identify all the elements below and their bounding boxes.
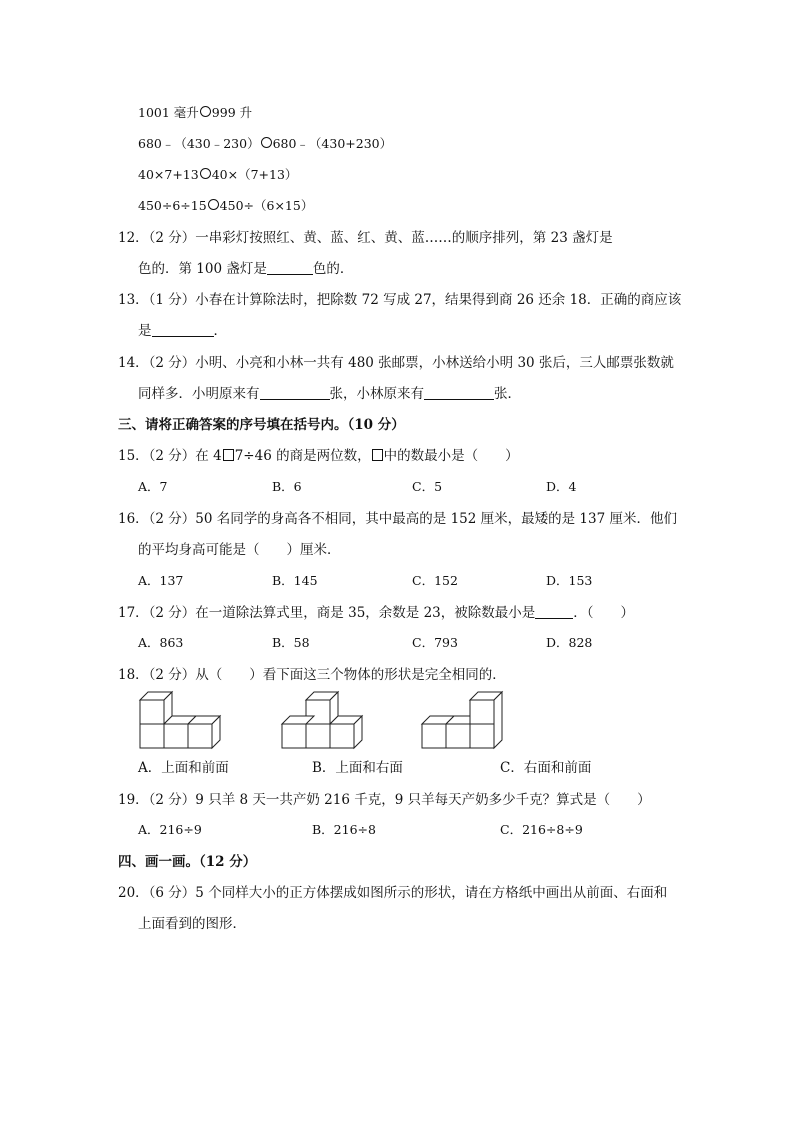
q17-stem xyxy=(118,604,634,622)
q17-option-a[interactable]: A．863 xyxy=(138,635,184,650)
q15-option-c[interactable]: C．5 xyxy=(412,479,443,494)
q14-blank-2[interactable] xyxy=(424,385,494,400)
compare-item-2 xyxy=(138,135,392,153)
q15-text-a: 15．（2 分）在 4 xyxy=(118,448,222,464)
q16-option-d[interactable]: D．153 xyxy=(546,573,593,588)
q19-option-a[interactable]: A．216÷9 xyxy=(138,822,202,837)
answer-circle[interactable] xyxy=(200,106,211,117)
q13-line1: 13．（1 分）小春在计算除法时，把除数 72 写成 27，结果得到商 26 还余 18．正确的商应该 xyxy=(118,292,682,308)
q14-blank-1[interactable] xyxy=(260,385,330,400)
q17-option-d[interactable]: D．828 xyxy=(546,635,593,650)
answer-circle[interactable] xyxy=(208,199,219,210)
compare-2-right: 680﹣（430+230） xyxy=(272,136,393,151)
q14-line1: 14．（2 分）小明、小亮和小林一共有 480 张邮票，小林送给小明 30 张后，三人邮票张数就 xyxy=(118,355,674,371)
compare-3-left: 40×7+13 xyxy=(138,167,199,182)
box-placeholder xyxy=(372,449,383,461)
q15-option-a[interactable]: A．7 xyxy=(138,479,168,494)
compare-1-right: 999 升 xyxy=(211,105,253,120)
compare-2-left: 680﹣（430﹣230） xyxy=(138,136,260,151)
q17-option-b[interactable]: B．58 xyxy=(272,635,310,650)
q18-option-c[interactable]: C．右面和前面 xyxy=(500,760,592,776)
q15-text-c: 中的数最小是（ ） xyxy=(383,448,519,464)
answer-circle[interactable] xyxy=(200,168,211,179)
q13-text-b: ． xyxy=(213,323,227,339)
q18-option-a[interactable]: A．上面和前面 xyxy=(138,760,229,776)
q14-text-a: 同样多．小明原来有 xyxy=(138,386,260,402)
section-3-title: 三、请将正确答案的序号填在括号内。（10 分） xyxy=(118,417,405,433)
compare-1-left: 1001 毫升 xyxy=(138,105,199,120)
q19-stem: 19．（2 分）9 只羊 8 天一共产奶 216 千克，9 只羊每天产奶多少千克？算式是（ ） xyxy=(118,792,651,808)
compare-4-left: 450÷6÷15 xyxy=(138,198,207,213)
cube-figure-1 xyxy=(136,688,228,752)
q15-option-b[interactable]: B．6 xyxy=(272,479,302,494)
q12-line1: 12．（2 分）一串彩灯按照红、黄、蓝、红、黄、蓝……的顺序排列，第 23 盏灯是 xyxy=(118,230,613,246)
q16-option-c[interactable]: C．152 xyxy=(412,573,458,588)
q20-line1: 20．（6 分）5 个同样大小的正方体摆成如图所示的形状，请在方格纸中画出从前面、右面和 xyxy=(118,885,668,901)
q15-stem xyxy=(118,447,519,465)
cube-figure-3 xyxy=(418,688,510,752)
q15-text-b: 7÷46 的商是两位数， xyxy=(234,448,371,464)
q17-text-b: ．（ ） xyxy=(573,605,634,621)
q13-text-a: 是 xyxy=(138,323,152,339)
compare-item-3 xyxy=(138,166,297,184)
q12-line2 xyxy=(138,260,353,278)
q12-text-b: 色的． xyxy=(312,261,354,277)
q13-line2 xyxy=(138,322,227,340)
q16-line2: 的平均身高可能是（ ）厘米． xyxy=(138,542,341,558)
q16-line1: 16．（2 分）50 名同学的身高各不相同，其中最高的是 152 厘米，最矮的是 137 厘米．他们 xyxy=(118,511,677,527)
compare-item-1 xyxy=(138,104,252,122)
section-4-title: 四、画一画。（12 分） xyxy=(118,854,257,870)
q16-option-a[interactable]: A．137 xyxy=(138,573,184,588)
q15-option-d[interactable]: D．4 xyxy=(546,479,577,494)
q12-blank[interactable] xyxy=(267,260,313,275)
compare-3-right: 40×（7+13） xyxy=(211,167,298,182)
q14-line2 xyxy=(138,385,521,403)
q18-stem: 18．（2 分）从（ ）看下面这三个物体的形状是完全相同的． xyxy=(118,667,506,683)
q14-text-c: 张． xyxy=(494,386,521,402)
q17-option-c[interactable]: C．793 xyxy=(412,635,458,650)
q17-text-a: 17．（2 分）在一道除法算式里，商是 35，余数是 23，被除数最小是 xyxy=(118,605,536,621)
q13-blank[interactable] xyxy=(152,322,214,337)
q20-line2: 上面看到的图形． xyxy=(138,916,246,932)
compare-4-right: 450÷（6×15） xyxy=(219,198,314,213)
cube-figure-2 xyxy=(278,688,370,752)
q18-option-b[interactable]: B．上面和右面 xyxy=(312,760,403,776)
compare-item-4 xyxy=(138,197,313,215)
q12-text-a: 色的．第 100 盏灯是 xyxy=(138,261,267,277)
box-placeholder xyxy=(223,449,234,461)
q14-text-b: 张，小林原来有 xyxy=(329,386,424,402)
q19-option-b[interactable]: B．216÷8 xyxy=(312,822,376,837)
q17-blank[interactable] xyxy=(535,604,573,619)
q19-option-c[interactable]: C．216÷8÷9 xyxy=(500,822,583,837)
q16-option-b[interactable]: B．145 xyxy=(272,573,318,588)
answer-circle[interactable] xyxy=(261,137,272,148)
